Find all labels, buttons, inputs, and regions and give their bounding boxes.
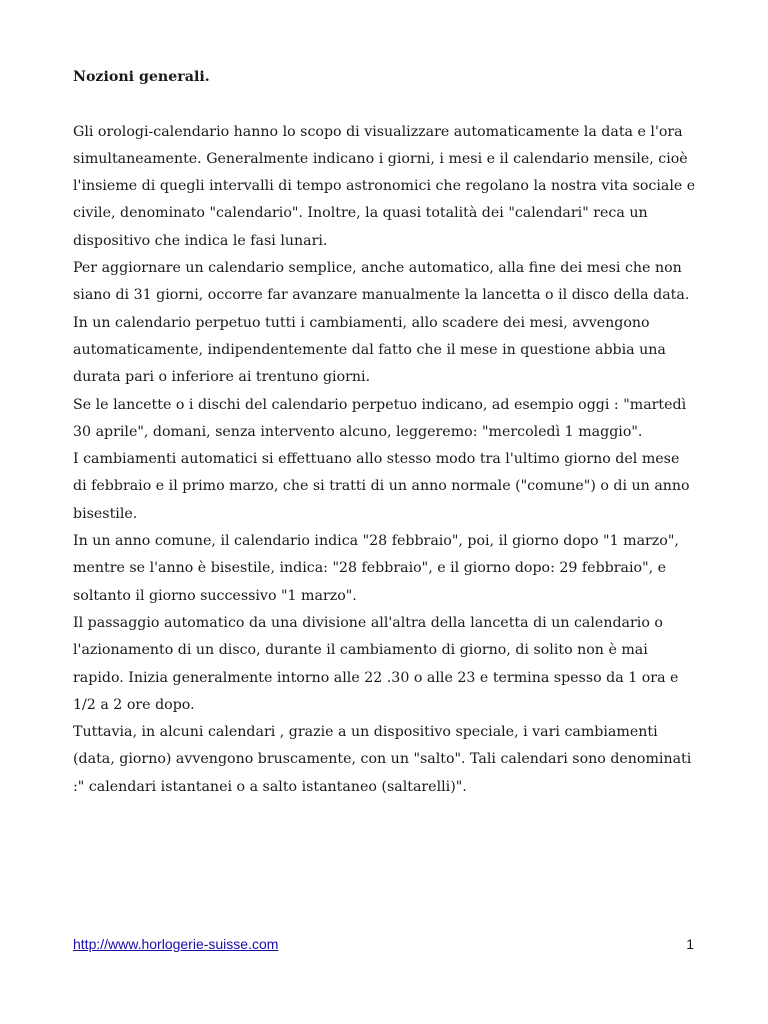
section-title: Nozioni generali.	[73, 69, 210, 85]
paragraph-5: I cambiamenti automatici si effettuano allo stesso modo tra l'ultimo giorno del mese di febbraio e il primo marzo, che si tratti di un anno normale ("comune") o di un anno bisestile.	[73, 451, 690, 522]
paragraph-8: Tuttavia, in alcuni calendari , grazie a un dispositivo speciale, i vari cambiamenti (data, giorno) avvengono bruscamente, con un "salto". Tali calendari sono denominati :" calendari istantanei o a salto istantaneo (saltarelli)".	[73, 724, 692, 795]
document-body	[73, 64, 697, 801]
paragraph-2: Per aggiornare un calendario semplice, anche automatico, alla fine dei mesi che non siano di 31 giorni, occorre far avanzare manualmente la lancetta o il disco della data.	[73, 260, 690, 304]
paragraph-3: In un calendario perpetuo tutti i cambiamenti, allo scadere dei mesi, avvengono automaticamente, indipendentemente dal fatto che il mese in questione abbia una durata pari o inferiore ai trentuno giorni.	[73, 314, 666, 386]
paragraph-6: In un anno comune, il calendario indica "28 febbraio", poi, il giorno dopo "1 marzo", mentre se l'anno è bisestile, indica: "28 febbraio", e il giorno dopo: 29 febbraio", e soltanto il giorno successivo "1 marzo".	[73, 533, 679, 604]
page-number: 1	[686, 936, 694, 952]
paragraph-1: Gli orologi-calendario hanno lo scopo di visualizzare automaticamente la data e l'ora simultaneamente. Generalmente indicano i giorni, i mesi e il calendario mensile, cioè l'insieme di quegli intervalli di tempo astronomici che regolano la nostra vita sociale e civile, denominato "calendario". Inoltre, la quasi totalità dei "calendari" reca un dispositivo che indica le fasi lunari.	[73, 123, 696, 249]
footer-website-link[interactable]: http://www.horlogerie-suisse.com	[73, 936, 279, 952]
paragraph-4: Se le lancette o i dischi del calendario perpetuo indicano, ad esempio oggi : "martedì 30 aprile", domani, senza intervento alcuno, leggeremo: "mercoledì 1 maggio".	[73, 396, 687, 440]
paragraph-7: Il passaggio automatico da una divisione all'altra della lancetta di un calendario o l'azionamento di un disco, durante il cambiamento di giorno, di solito non è mai rapido. Inizia generalmente intorno alle 22 .30 o alle 23 e termina spesso da 1 ora e 1/2 a 2 ore dopo.	[73, 614, 679, 713]
